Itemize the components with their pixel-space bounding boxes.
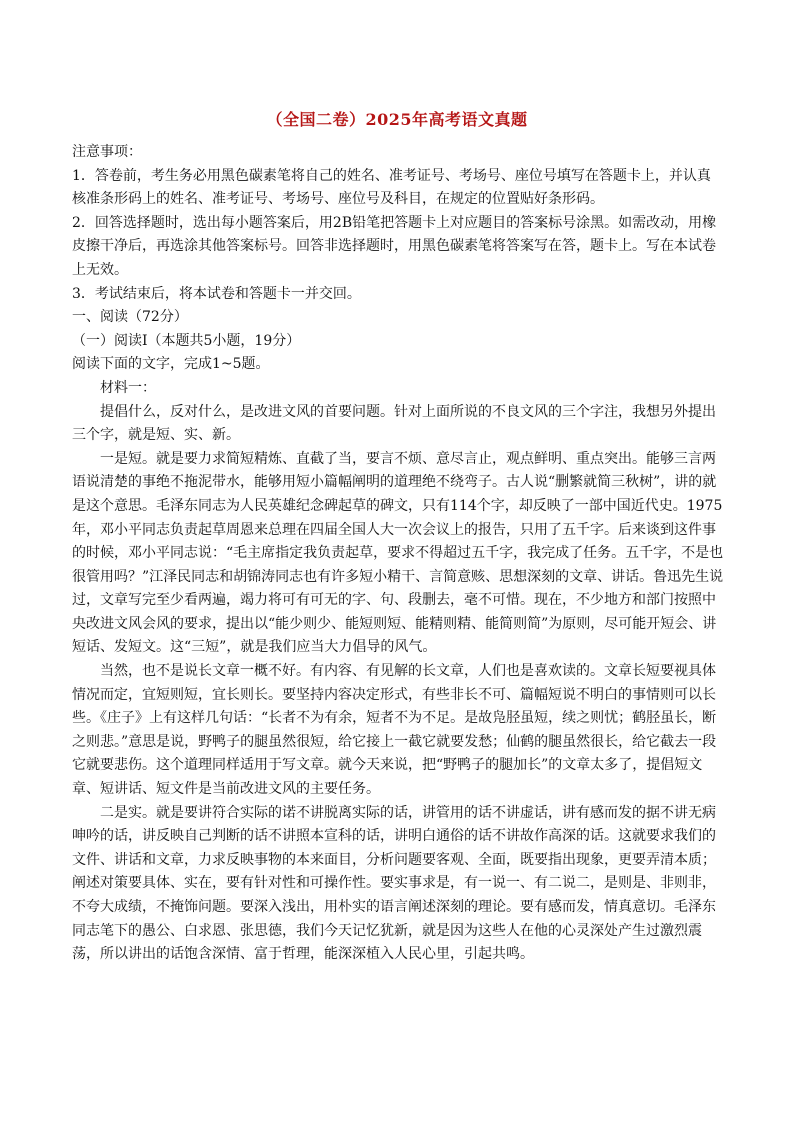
notes-item-3: 3．考试结束后，将本试卷和答题卡一并交回。 — [72, 285, 361, 302]
section-heading: 一、阅读（72分） — [72, 309, 188, 326]
notes-heading: 注意事项： — [72, 144, 142, 160]
section-instruction: 阅读下面的文字，完成1~5题。 — [72, 356, 270, 373]
body-paragraph: 提倡什么，反对什么，是改进文风的首要问题。针对上面所说的不良文风的三个字注，我想另外提出三个字，就是短、实、新。 — [72, 403, 716, 444]
section-subheading: （一）阅读Ⅰ（本题共5小题，19分） — [72, 332, 301, 349]
notes-item-2: 2．回答选择题时，选出每小题答案后，用2B铅笔把答题卡上对应题目的答案标号涂黑。如需改动，用橡皮擦干净后，再选涂其他答案标号。回答非选择题时，用黑色碳素笔将答案写在答，题卡上。写在本试卷上无效。 — [72, 214, 717, 278]
material-label: 材料一： — [100, 379, 156, 396]
body-paragraph: 当然，也不是说长文章一概不好。有内容、有见解的长文章，人们也是喜欢读的。文章长短要视具体情况而定，宜短则短，宜长则长。要坚持内容决定形式，有些非长不可、篇幅短说不明白的事情则可以长些。《庄子》上有这样几句话：“长者不为有余，短者不为不足。是故凫胫虽短，续之则忧；鹤胫虽长，断之则悲。”意思是说，野鸭子的腿虽然很短，给它接上一截它就要发愁；仙鹤的腿虽然很长，给它截去一段它就要悲伤。这个道理同样适用于写文章。就今天来说，把“野鸭子的腿加长”的文章太多了，提倡短文章、短讲话、短文件是当前改进文风的主要任务。 — [72, 663, 717, 798]
page-title: （全国二卷）2025年高考语文真题 — [266, 110, 528, 129]
notes-item-1: 1．答卷前，考生务必用黑色碳素笔将自己的姓名、准考证号、考场号、座位号填写在答题卡上，并认真核准条形码上的姓名、准考证号、考场号、座位号及科目，在规定的位置贴好条形码。 — [72, 167, 711, 208]
body-paragraph: 一是短。就是要力求简短精炼、直截了当，要言不烦、意尽言止，观点鲜明、重点突出。能够三言两语说清楚的事绝不拖泥带水，能够用短小篇幅阐明的道理绝不绕弯子。古人说“删繁就简三秋树”，讲的就是这个意思。毛泽东同志为人民英雄纪念碑起草的碑文，只有114个字，却反映了一部中国近代史。1975年，邓小平同志负责起草周恩来总理在四届全国人大一次会议上的报告，只用了五千字。后来谈到这件事的时候，邓小平同志说：“毛主席指定我负责起草，要求不得超过五千字，我完成了任务。五千字，不是也很管用吗？”江泽民同志和胡锦涛同志也有许多短小精干、言简意赅、思想深刻的文章、讲话。鲁迅先生说过，文章写完至少看两遍，竭力将可有可无的字、句、段删去，毫不可惜。现在，不少地方和部门按照中央改进文风会风的要求，提出以“能少则少、能短则短、能精则精、能简则简”为原则，尽可能开短会、讲短话、发短文。这“三短”，就是我们应当大力倡导的风气。 — [72, 450, 724, 656]
body-paragraph: 二是实。就是要讲符合实际的诺不讲脱离实际的话，讲管用的话不讲虚话，讲有感而发的据不讲无病呻吟的话，讲反映自己判断的话不讲照本宣科的话，讲明白通俗的话不讲故作高深的话。这就要求我们的文件、讲话和文章，力求反映事物的本来面目，分析问题要客观、全面，既要指出现象，更要弄清本质；阐述对策要具体、实在，要有针对性和可操作性。要实事求是，有一说一、有二说二，是则是、非则非，不夸大成绩，不掩饰问题。要深入浅出，用朴实的语言阐述深刻的理论。要有感而发，情真意切。毛泽东同志笔下的愚公、白求恩、张思德，我们今天记忆犹新，就是因为这些人在他的心灵深处产生过激烈震荡，所以讲出的话饱含深情、富于哲理，能深深植入人民心里，引起共鸣。 — [72, 804, 716, 963]
document-body — [72, 141, 724, 967]
